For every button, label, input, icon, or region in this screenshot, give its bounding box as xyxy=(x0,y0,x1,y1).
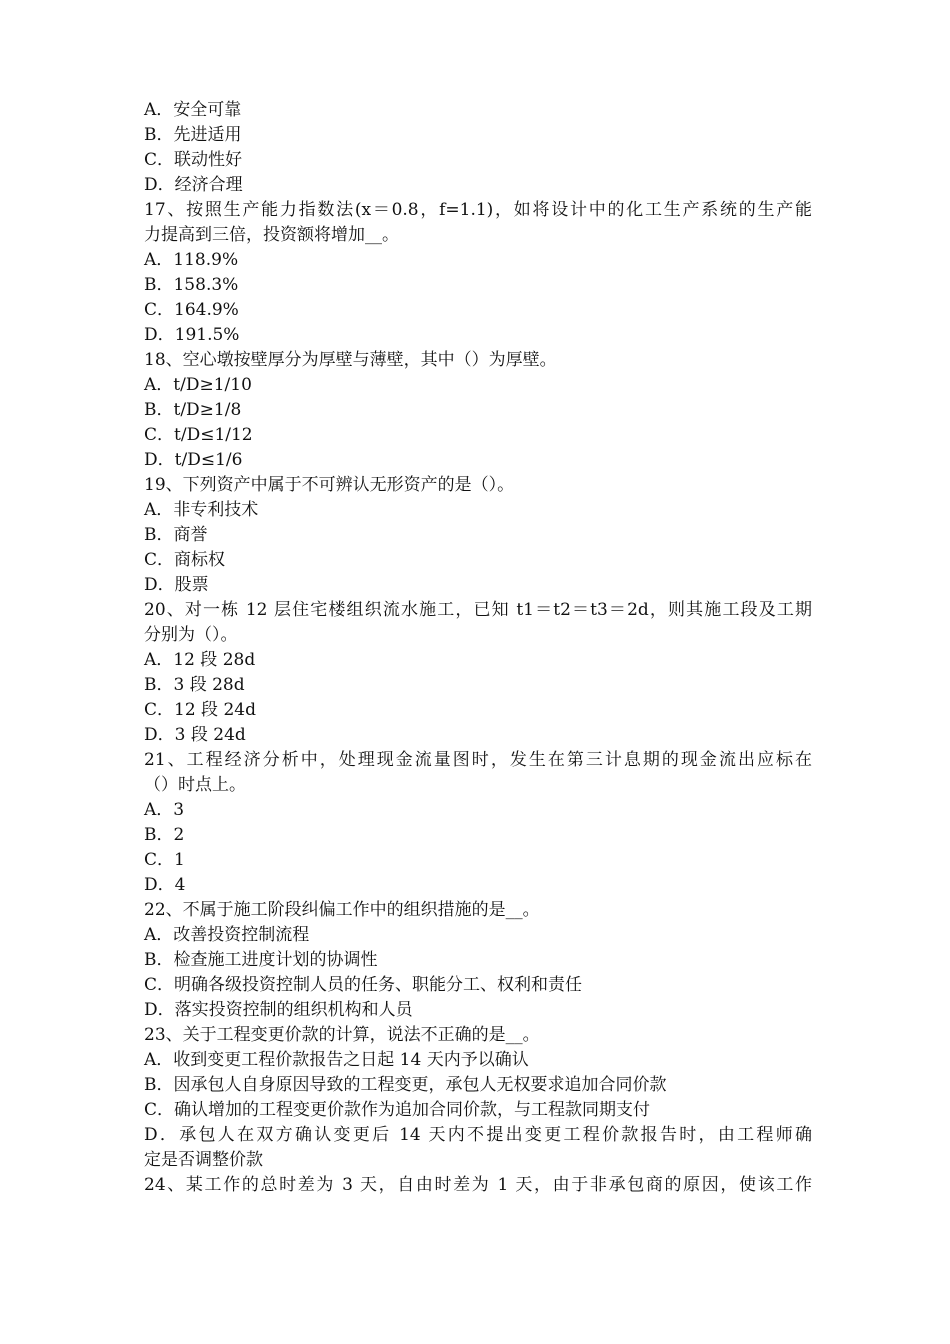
document-line: A．12 段 28d xyxy=(144,650,256,670)
document-line: B．2 xyxy=(144,825,185,845)
document-line: D．落实投资控制的组织机构和人员 xyxy=(144,1000,413,1020)
document-line: B．158.3% xyxy=(144,275,239,295)
document-line: 24、某工作的总时差为 3 天，自由时差为 1 天，由于非承包商的原因，使该工作 xyxy=(144,1175,812,1195)
document-line: D．经济合理 xyxy=(144,175,243,195)
document-line: C．明确各级投资控制人员的任务、职能分工、权利和责任 xyxy=(144,975,583,995)
document-line: A．收到变更工程价款报告之日起 14 天内予以确认 xyxy=(144,1050,529,1070)
document-line: A．非专利技术 xyxy=(144,500,259,520)
document-line: A．改善投资控制流程 xyxy=(144,925,310,945)
document-line: B．t/D≥1/8 xyxy=(144,400,242,420)
document-line: D．承包人在双方确认变更后 14 天内不提出变更工程价款报告时，由工程师确 xyxy=(144,1125,812,1145)
document-line: C．12 段 24d xyxy=(144,700,256,720)
document-line: （）时点上。 xyxy=(144,775,246,795)
document-line: 22、不属于施工阶段纠偏工作中的组织措施的是__。 xyxy=(144,900,540,920)
document-line: B．因承包人自身原因导致的工程变更，承包人无权要求追加合同价款 xyxy=(144,1075,667,1095)
document-line: 力提高到三倍，投资额将增加__。 xyxy=(144,225,399,245)
document-line: A．118.9% xyxy=(144,250,239,270)
document-line: C．164.9% xyxy=(144,300,239,320)
document-line: C．商标权 xyxy=(144,550,226,570)
document-line: 分别为（）。 xyxy=(144,625,238,645)
document-line: A．t/D≥1/10 xyxy=(144,375,252,395)
document-line: 21、工程经济分析中，处理现金流量图时，发生在第三计息期的现金流出应标在 xyxy=(144,750,812,770)
document-line: C．联动性好 xyxy=(144,150,243,170)
document-line: B．商誉 xyxy=(144,525,208,545)
document-line: D．4 xyxy=(144,875,186,895)
document-line: D．3 段 24d xyxy=(144,725,246,745)
document-body xyxy=(144,98,812,1198)
document-line: 20、对一栋 12 层住宅楼组织流水施工，已知 t1＝t2＝t3＝2d，则其施工段及工期 xyxy=(144,600,812,620)
document-line: A．3 xyxy=(144,800,185,820)
document-line: C．1 xyxy=(144,850,185,870)
document-line: 19、下列资产中属于不可辨认无形资产的是（）。 xyxy=(144,475,515,495)
document-line: D．191.5% xyxy=(144,325,240,345)
document-line: 18、空心墩按壁厚分为厚壁与薄壁，其中（）为厚壁。 xyxy=(144,350,557,370)
document-line: 17、按照生产能力指数法(x＝0.8，f=1.1)，如将设计中的化工生产系统的生产能 xyxy=(144,200,812,220)
document-line: D．t/D≤1/6 xyxy=(144,450,243,470)
document-line: 定是否调整价款 xyxy=(144,1150,263,1170)
document-line: D．股票 xyxy=(144,575,209,595)
document-line: C．t/D≤1/12 xyxy=(144,425,253,445)
document-line: B．检查施工进度计划的协调性 xyxy=(144,950,378,970)
document-line: 23、关于工程变更价款的计算，说法不正确的是__。 xyxy=(144,1025,540,1045)
document-line: A．安全可靠 xyxy=(144,100,242,120)
document-line: B．3 段 28d xyxy=(144,675,245,695)
document-line: B．先进适用 xyxy=(144,125,242,145)
document-line: C．确认增加的工程变更价款作为追加合同价款，与工程款同期支付 xyxy=(144,1100,651,1120)
